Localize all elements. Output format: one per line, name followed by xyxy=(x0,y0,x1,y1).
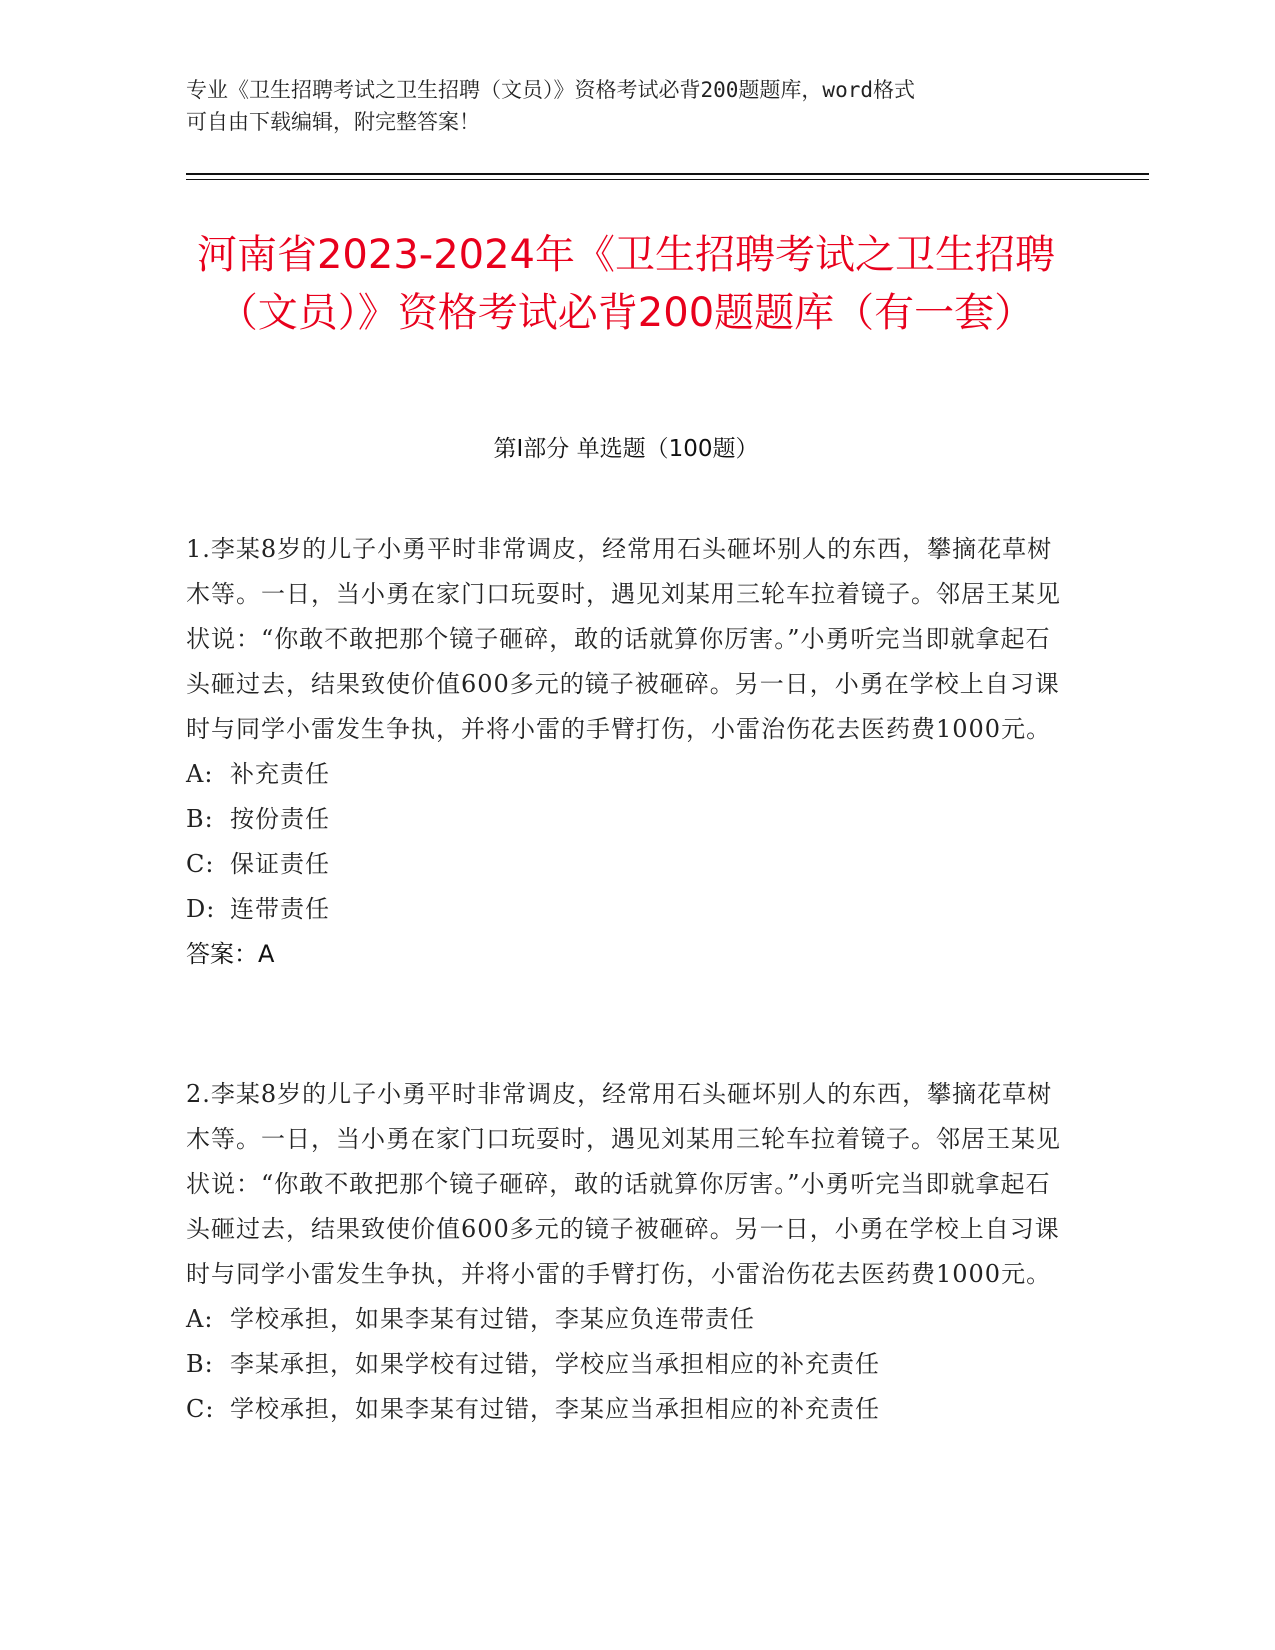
option-text: 李某承担，如果学校有过错，学校应当承担相应的补充责任 xyxy=(230,1350,880,1378)
header-rule-thick xyxy=(186,173,1149,175)
option-letter: A: xyxy=(186,760,214,788)
option-text: 保证责任 xyxy=(230,850,330,878)
option-b xyxy=(186,1342,1066,1387)
option-text: 连带责任 xyxy=(230,895,330,923)
header-note-line-2: 可自由下载编辑，附完整答案！ xyxy=(186,110,480,134)
option-letter: B: xyxy=(186,805,214,833)
option-letter: C: xyxy=(186,1395,215,1423)
option-d xyxy=(186,887,1066,932)
question-2 xyxy=(186,1072,1066,1432)
option-letter: C: xyxy=(186,850,215,878)
option-text: 学校承担，如果李某有过错，李某应负连带责任 xyxy=(230,1305,755,1333)
option-text: 学校承担，如果李某有过错，李某应当承担相应的补充责任 xyxy=(230,1395,880,1423)
option-letter: B: xyxy=(186,1350,214,1378)
option-a xyxy=(186,752,1066,797)
option-text: 补充责任 xyxy=(230,760,330,788)
option-c xyxy=(186,842,1066,887)
option-b xyxy=(186,797,1066,842)
section-heading: 第Ⅰ部分 单选题（100题） xyxy=(493,436,759,462)
option-text: 按份责任 xyxy=(230,805,330,833)
document-title: 河南省2023-2024年《卫生招聘考试之卫生招聘（文员）》资格考试必背200题题库（有一套） xyxy=(196,232,1056,336)
option-letter: D: xyxy=(186,895,216,923)
question-1 xyxy=(186,527,1066,977)
question-stem: 1.李某8岁的儿子小勇平时非常调皮，经常用石头砸坏别人的东西，攀摘花草树木等。一日，当小勇在家门口玩耍时，遇见刘某用三轮车拉着镜子。邻居王某见状说：“你敢不敢把那个镜子砸碎，敢的话就算你厉害。”小勇听完当即就拿起石头砸过去，结果致使价值600多元的镜子被砸碎。另一日，小勇在学校上自习课时与同学小雷发生争执，并将小雷的手臂打伤，小雷治伤花去医药费1000元。 xyxy=(186,535,1061,743)
option-c xyxy=(186,1387,1066,1432)
option-a xyxy=(186,1297,1066,1342)
header-note xyxy=(186,74,1066,138)
option-letter: A: xyxy=(186,1305,214,1333)
question-stem: 2.李某8岁的儿子小勇平时非常调皮，经常用石头砸坏别人的东西，攀摘花草树木等。一日，当小勇在家门口玩耍时，遇见刘某用三轮车拉着镜子。邻居王某见状说：“你敢不敢把那个镜子砸碎，敢的话就算你厉害。”小勇听完当即就拿起石头砸过去，结果致使价值600多元的镜子被砸碎。另一日，小勇在学校上自习课时与同学小雷发生争执，并将小雷的手臂打伤，小雷治伤花去医药费1000元。 xyxy=(186,1080,1061,1288)
header-rule-thin xyxy=(186,179,1149,180)
answer-line: 答案：A xyxy=(186,940,275,968)
header-note-line-1: 专业《卫生招聘考试之卫生招聘（文员）》资格考试必背200题题库，word格式 xyxy=(186,78,915,102)
